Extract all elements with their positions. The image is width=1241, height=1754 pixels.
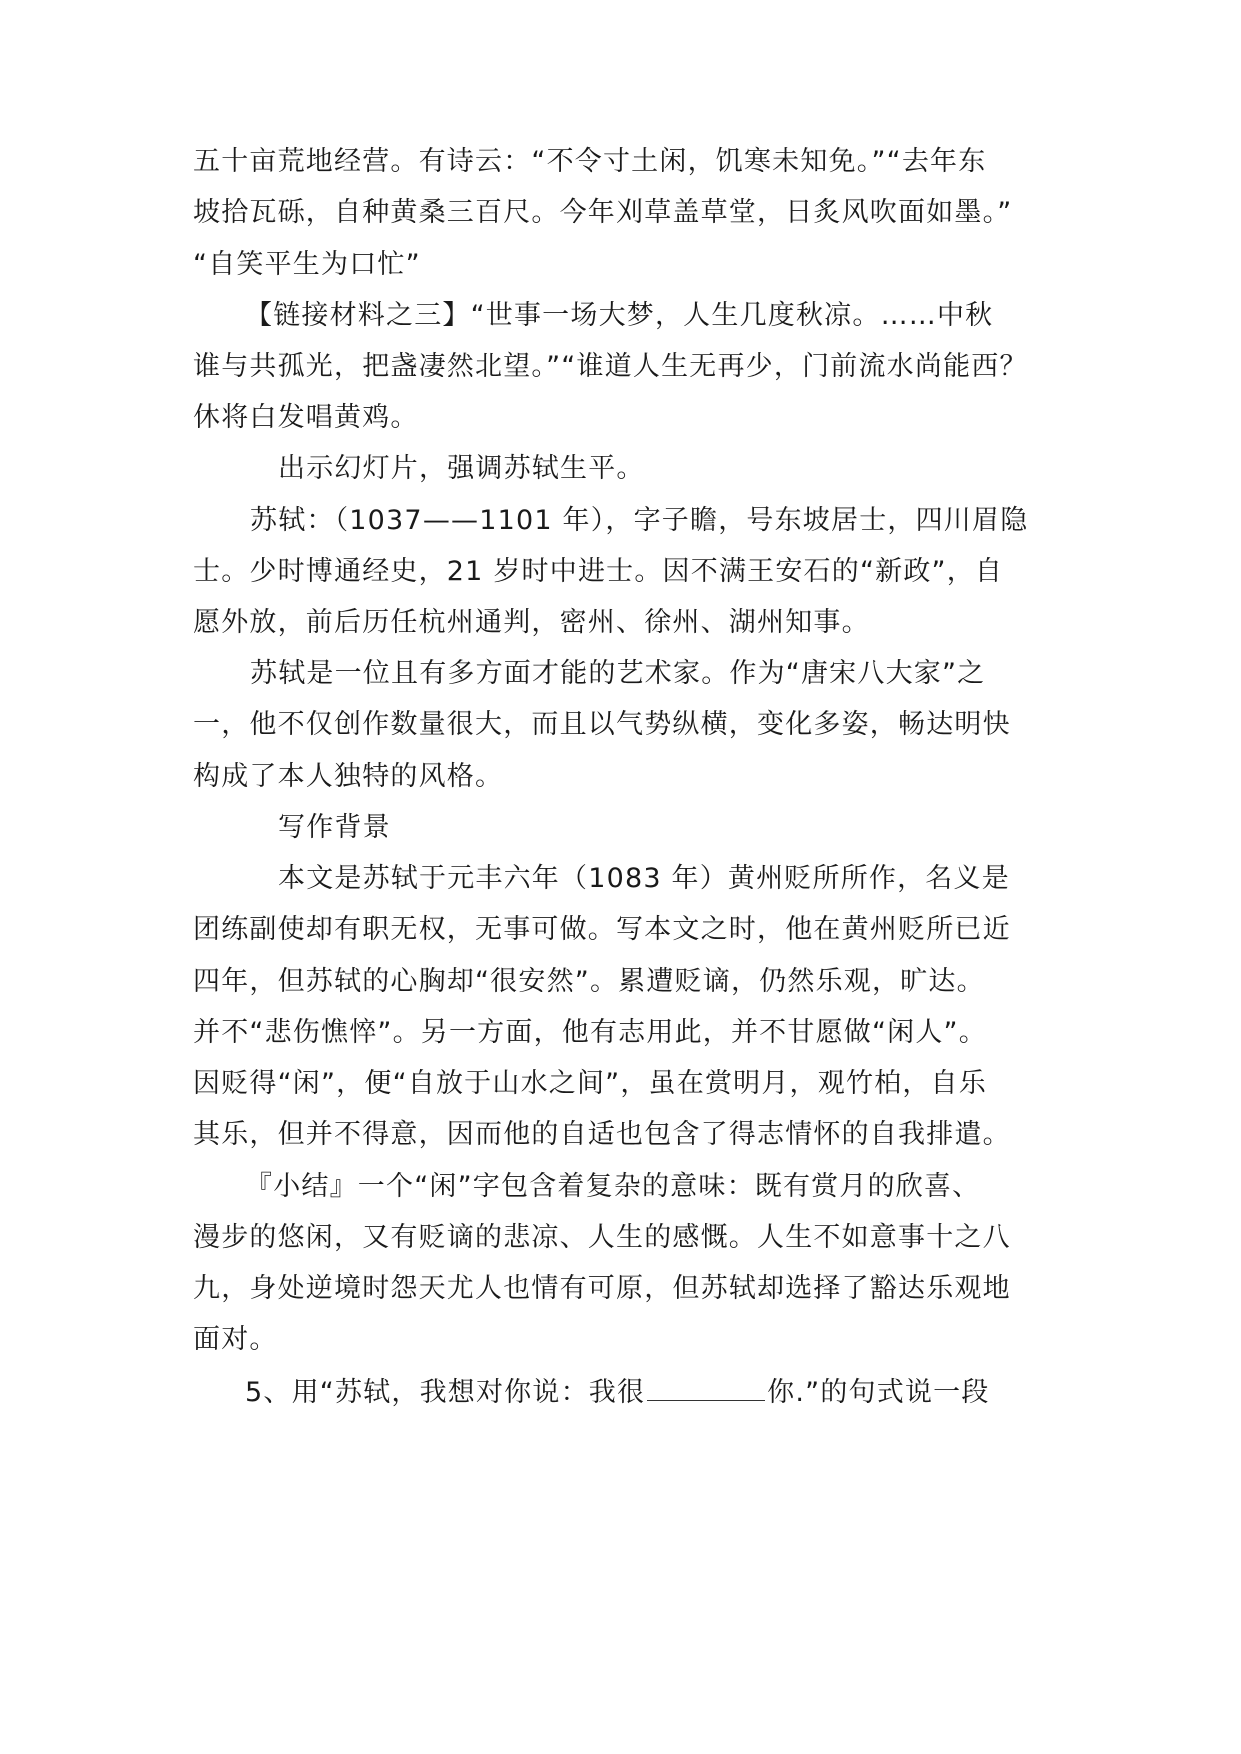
section-heading: 写作背景 — [278, 812, 391, 843]
text-line: 愿外放，前后历任杭州通判，密州、徐州、湖州知事。 — [193, 607, 870, 638]
text-line: 士。少时博通经史，21 岁时中进士。因不满王安石的“新政”，自 — [193, 556, 1004, 587]
text-line: 『小结』一个“闲”字包含着复杂的意味：既有赏月的欣喜、 — [245, 1171, 981, 1202]
text-line: 休将白发唱黄鸡。 — [193, 402, 419, 433]
text-line: 本文是苏轼于元丰六年（1083 年）黄州贬所所作，名义是 — [278, 863, 1010, 894]
text-line: 面对。 — [193, 1324, 278, 1355]
exercise-line — [245, 1372, 1053, 1412]
text-line: 【链接材料之三】“世事一场大梦，人生几度秋凉。……中秋 — [245, 300, 994, 331]
exercise-prompt-start: 5、用“苏轼，我想对你说：我很 — [245, 1377, 646, 1408]
text-line: 其乐，但并不得意，因而他的自适也包含了得志情怀的自我排遣。 — [193, 1119, 1011, 1150]
text-line: 五十亩荒地经营。有诗云：“不令寸土闲，饥寒未知免。”“去年东 — [193, 146, 987, 177]
text-line: 谁与共孤光，把盏凄然北望。”“谁道人生无再少，门前流水尚能西？ — [193, 351, 1028, 382]
text-line: 苏轼是一位且有多方面才能的艺术家。作为“唐宋八大家”之 — [250, 658, 986, 689]
fill-in-blank[interactable] — [647, 1372, 765, 1401]
text-line: 并不“悲伤憔悴”。另一方面，他有志用此，并不甘愿做“闲人”。 — [193, 1017, 987, 1048]
text-line: “自笑平生为口忙” — [193, 249, 421, 280]
slide-note: 出示幻灯片，强调苏轼生平。 — [278, 453, 645, 484]
text-line: 四年，但苏轼的心胸却“很安然”。累遭贬谪，仍然乐观，旷达。 — [193, 966, 985, 997]
text-line: 苏轼：（1037——1101 年），字子瞻，号东坡居士，四川眉隐 — [250, 505, 1029, 536]
text-line: 九，身处逆境时怨天尤人也情有可原，但苏轼却选择了豁达乐观地 — [193, 1273, 1011, 1304]
text-line: 坡拾瓦砾，自种黄桑三百尺。今年刈草盖草堂，日炙风吹面如墨。” — [193, 197, 1013, 228]
text-line: 构成了本人独特的风格。 — [193, 761, 504, 792]
exercise-prompt-end: 你.”的句式说一段 — [767, 1377, 990, 1408]
text-line: 团练副使却有职无权，无事可做。写本文之时，他在黄州贬所已近 — [193, 914, 1011, 945]
text-line: 漫步的悠闲，又有贬谪的悲凉、人生的感慨。人生不如意事十之八 — [193, 1222, 1011, 1253]
text-line: 因贬得“闲”，便“自放于山水之间”，虽在赏明月，观竹柏，自乐 — [193, 1068, 987, 1099]
text-line: 一，他不仅创作数量很大，而且以气势纵横，变化多姿，畅达明快 — [193, 709, 1011, 740]
